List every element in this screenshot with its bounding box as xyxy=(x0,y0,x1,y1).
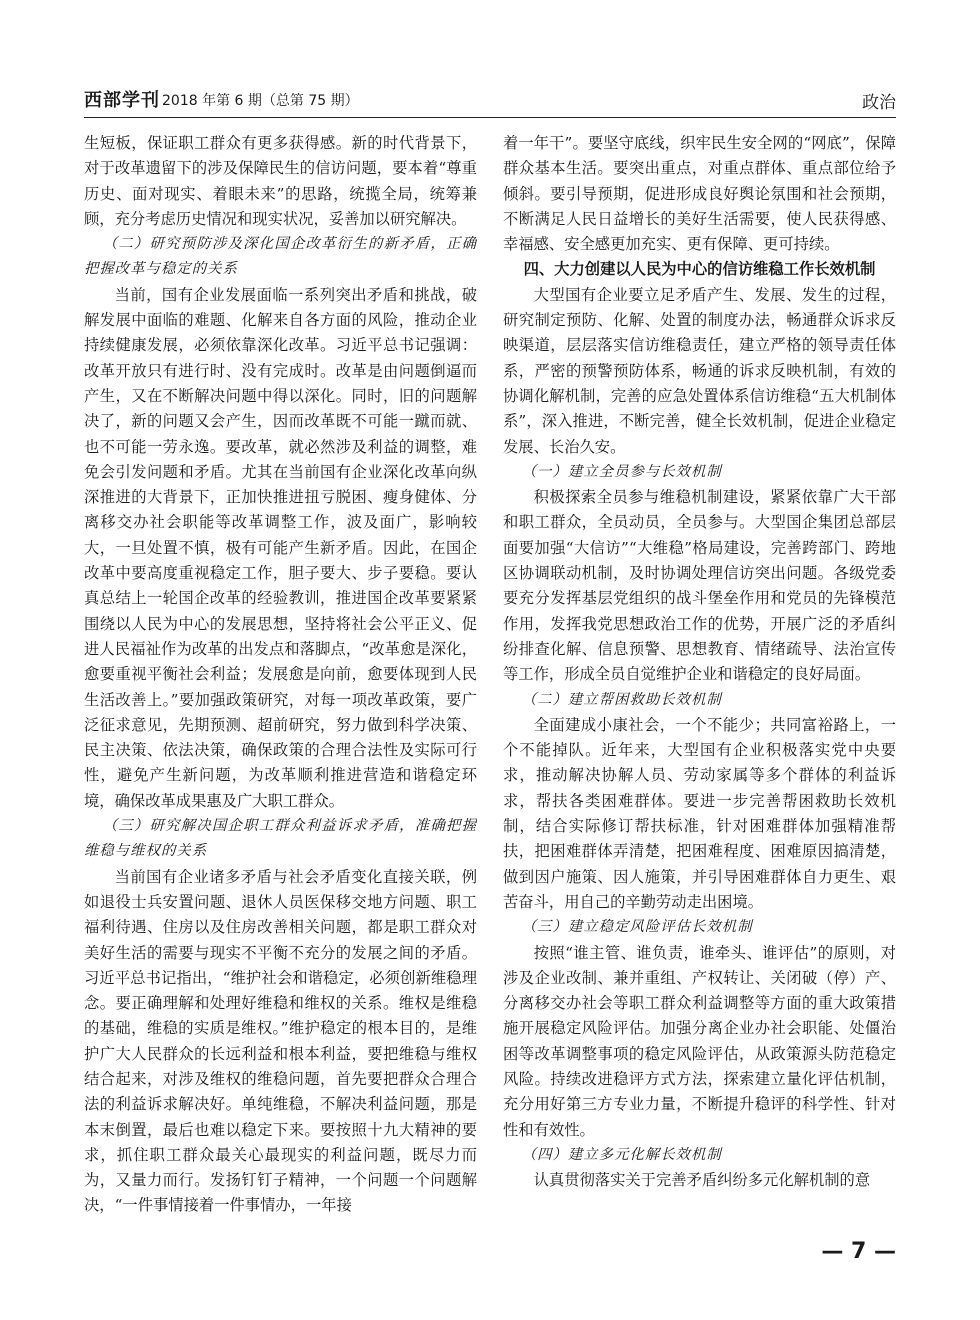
section-heading: 四、大力创建以人民为中心的信访维稳工作长效机制 xyxy=(523,260,876,279)
subsection-heading: （二）研究预防涉及深化国企改革衍生的新矛盾，正确把握改革与稳定的关系 xyxy=(84,236,477,278)
subsection-heading: （三）研究解决国企职工群众利益诉求矛盾，准确把握维稳与维权的关系 xyxy=(84,818,477,860)
left-column xyxy=(84,131,477,1241)
paragraph: 生短板，保证职工群众有更多获得感。新的时代背景下，对于改革遗留下的涉及保障民生的信访问题，要本着“尊重历史、面对现实、着眼未来”的思路，统揽全局，统筹兼顾，充分考虑历史情况和现实状况，妥善加以研究解决。 xyxy=(84,134,477,228)
subsection-heading: （二）建立帮困救助长效机制 xyxy=(521,691,722,708)
section-label: 政治 xyxy=(862,93,896,113)
header-rule xyxy=(84,117,896,118)
paragraph: 大型国有企业要立足矛盾产生、发展、发生的过程，研究制定预防、化解、处置的制度办法，畅通群众诉求反映渠道，层层落实信访维稳责任，建立严格的领导责任体系，严密的预警预防体系，畅通的诉求反映机制，有效的协调化解机制，完善的应急处置体系信访维稳“五大机制体系”，深入推进，不断完善，健全长效机制，促进企业稳定发展、长治久安。 xyxy=(503,285,896,456)
paragraph: 积极探索全员参与维稳机制建设，紧紧依靠广大干部和职工群众，全员动员，全员参与。大型国企集团总部层面要加强“大信访”“大维稳”格局建设，完善跨部门、跨地区协调联动机制，及时协调处理信访突出问题。各级党委要充分发挥基层党组织的战斗堡垒作用和党员的先锋模范作用，发挥我党思想政治工作的优势，开展广泛的矛盾纠纷排查化解、信息预警、思想教育、情绪疏导、法治宣传等工作，形成全员自觉维护企业和谐稳定的良好局面。 xyxy=(503,488,896,684)
paragraph: 着一年干”。要坚守底线，织牢民生安全网的“网底”，保障群众基本生活。要突出重点，对重点群体、重点部位给予倾斜。要引导预期，促进形成良好舆论氛围和社会预期，不断满足人民日益增长的美好生活需要，使人民获得感、幸福感、安全感更加充实、更有保障、更可持续。 xyxy=(503,134,896,254)
subsection-heading: （三）建立稳定风险评估长效机制 xyxy=(521,919,753,936)
journal-title: 西部学刊 xyxy=(84,90,160,111)
subsection-heading: （四）建立多元化解长效机制 xyxy=(521,1146,722,1163)
paragraph: 当前，国有企业发展面临一系列突出矛盾和挑战，破解发展中面临的难题、化解来自各方面的风险，推动企业持续健康发展，必须依靠深化改革。习近平总书记强调：改革开放只有进行时、没有完成时。改革是由问题倒逼而产生，又在不断解决问题中得以深化。同时，旧的问题解决了，新的问题又会产生，因而改革既不可能一蹴而就、也不可能一劳永逸。要改革，就必然涉及利益的调整，难免会引发问题和矛盾。尤其在当前国有企业深化改革向纵深推进的大背景下，正加快推进扭亏脱困、瘦身健体、分离移交办社会职能等改革调整工作，波及面广，影响较大，一旦处置不慎，极有可能产生新矛盾。因此，在国企改革中要高度重视稳定工作，胆子要大、步子要稳。要认真总结上一轮国企改革的经验教训，推进国企改革要紧紧围绕以人民为中心的发展思想，坚持将社会公平正义、促进人民福祉作为改革的出发点和落脚点，“改革愈是深化，愈要重视平衡社会利益；发展愈是向前，愈要体现到人民生活改善上。”要加强政策研究，对每一项改革政策，要广泛征求意见，先期预测、超前研究，努力做到科学决策、民主决策、依法决策，确保政策的合理合法性及实际可行性，避免产生新问题，为改革顺利推进营造和谐稳定环境，确保改革成果惠及广大职工群众。 xyxy=(84,285,477,810)
paragraph: 当前国有企业诸多矛盾与社会矛盾变化直接关联，例如退役士兵安置问题、退休人员医保移交地方问题、职工福利待遇、住房以及住房改善相关问题，都是职工群众对美好生活的需要与现实不平衡不充分的发展之间的矛盾。习近平总书记指出，“维护社会和谐稳定，必须创新维稳理念。要正确理解和处理好维稳和维权的关系。维权是维稳的基础，维稳的实质是维权。”维护稳定的根本目的，是维护广大人民群众的长远利益和根本利益，要把维稳与维权结合起来，对涉及维权的维稳问题，首先要把群众合理合法的利益诉求解决好。单纯维稳，不解决利益问题，那是本末倒置，最后也难以稳定下来。要按照十九大精神的要求，抓住职工群众最关心最现实的利益问题，既尽力而为，又量力而行。发扬钉钉子精神，一个问题一个问题解决，“一件事情接着一件事情办，一年接 xyxy=(84,867,477,1215)
page-header xyxy=(84,84,896,114)
page-number: — 7 — xyxy=(821,1239,896,1264)
paragraph: 全面建成小康社会，一个不能少；共同富裕路上，一个不能掉队。近年来，大型国有企业积极落实党中央要求，推动解决协解人员、劳动家属等多个群体的利益诉求，帮扶各类困难群体。要进一步完善帮困救助长效机制，结合实际修订帮扶标准，针对困难群体加强精准帮扶，把困难群体弄清楚，把困难程度、困难原因搞清楚，做到因户施策、因人施策，并引导困难群体自力更生、艰苦奋斗，用自己的辛勤劳动走出困境。 xyxy=(503,715,896,911)
paragraph: 按照“谁主管、谁负责，谁牵头、谁评估”的原则，对涉及企业改制、兼并重组、产权转让、关闭破（停）产、分离移交办社会等职工群众利益调整等方面的重大政策措施开展稳定风险评估。加强分离企业办社会职能、处僵治困等改革调整事项的稳定风险评估，从政策源头防范稳定风险。持续改进稳评方式方法，探索建立量化评估机制，充分用好第三方专业力量，不断提升稳评的科学性、针对性和有效性。 xyxy=(503,943,896,1139)
right-column xyxy=(503,131,896,1241)
paragraph: 认真贯彻落实关于完善矛盾纠纷多元化解机制的意 xyxy=(533,1171,871,1190)
issue-info: 2018 年第 6 期（总第 75 期） xyxy=(162,93,359,109)
subsection-heading: （一）建立全员参与长效机制 xyxy=(521,463,722,480)
